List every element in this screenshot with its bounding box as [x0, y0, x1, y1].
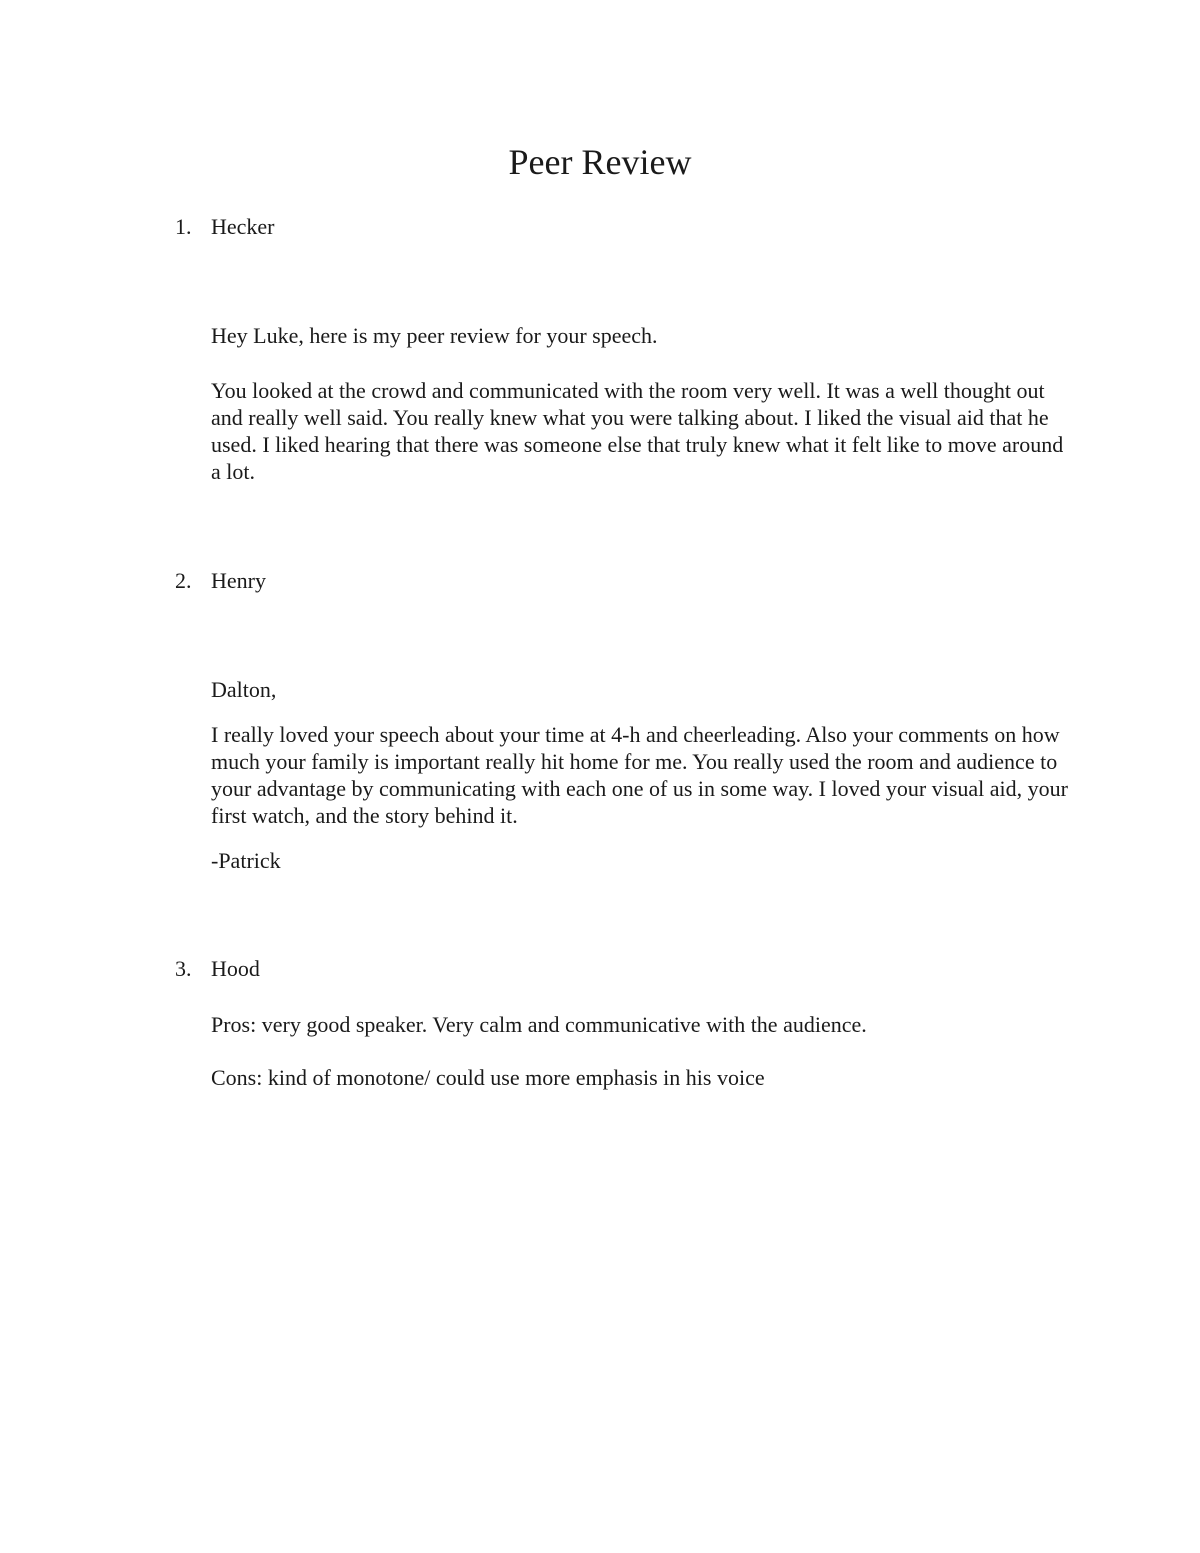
reviewee-name: Hecker [211, 214, 275, 239]
reviewee-name: Hood [211, 956, 260, 981]
review-number: 2. [175, 568, 192, 593]
review-greeting: Dalton, [211, 677, 277, 702]
review-heading-1 [175, 213, 275, 241]
review-number: 1. [175, 214, 192, 239]
review-pros: Pros: very good speaker. Very calm and communicative with the audience. [211, 1012, 867, 1037]
review-heading-3 [175, 955, 260, 983]
review-cons: Cons: kind of monotone/ could use more emphasis in his voice [211, 1065, 765, 1090]
review-heading-2 [175, 567, 266, 595]
review-number: 3. [175, 956, 192, 981]
reviewee-name: Henry [211, 568, 266, 593]
review-signature: -Patrick [211, 848, 281, 873]
review-body: You looked at the crowd and communicated with the room very well. It was a well thought out and really well said. You really knew what you were talking about. I liked the visual aid that he used. I liked hearing that there was someone else that truly knew what it felt like to move around a lot. [211, 378, 1064, 484]
review-greeting: Hey Luke, here is my peer review for your speech. [211, 323, 658, 348]
page-title: Peer Review [508, 142, 692, 182]
review-body: I really loved your speech about your time at 4-h and cheerleading. Also your comments on how much your family is important really hit home for me. You really used the room and audience to your advantage by communicating with each one of us in some way. I loved your visual aid, your first watch, and the story behind it. [211, 722, 1068, 828]
